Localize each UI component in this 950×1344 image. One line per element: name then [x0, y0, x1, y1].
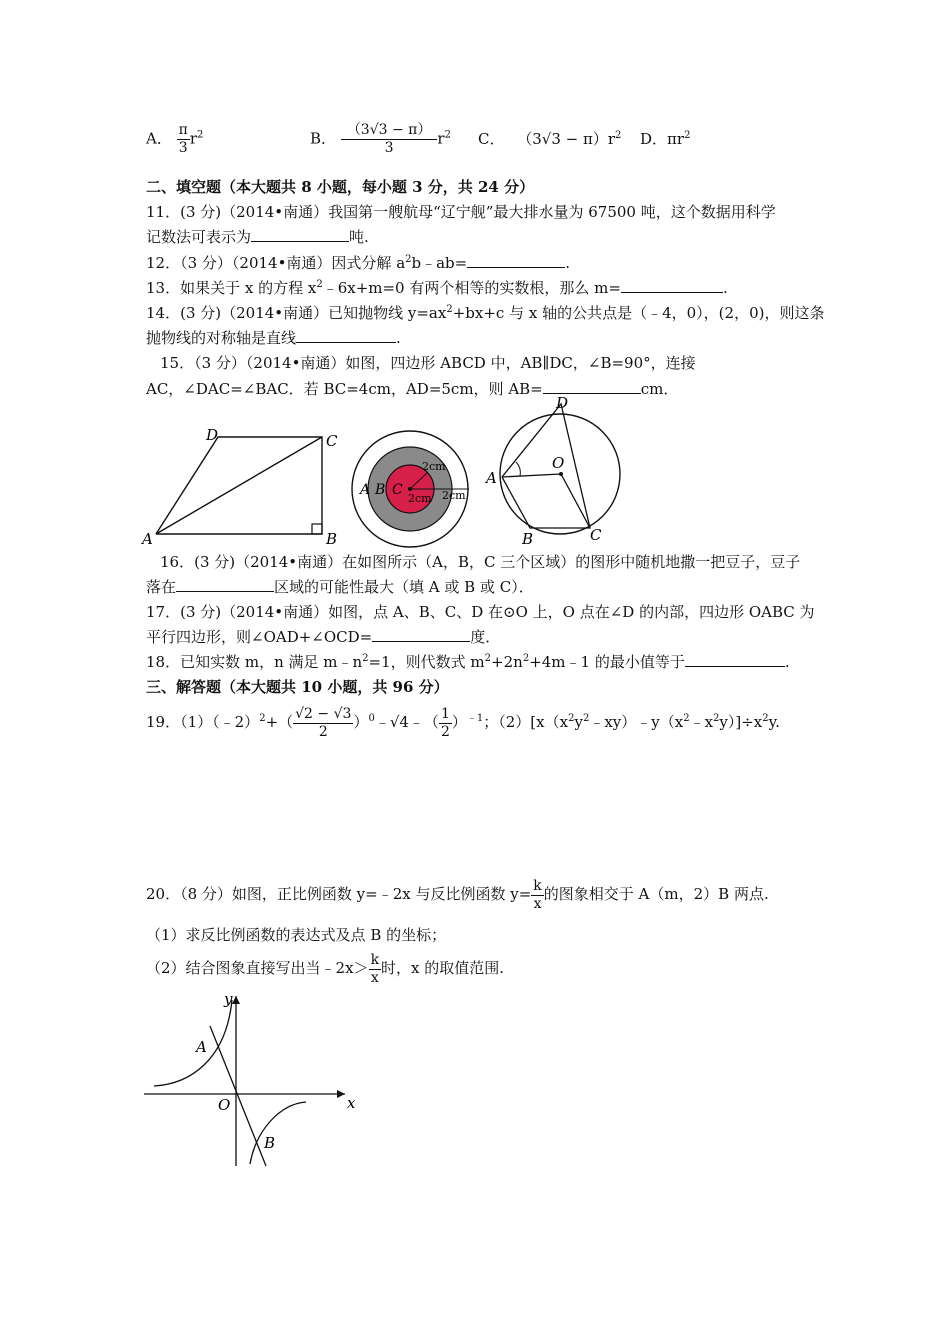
q17-line2: 平行四边形，则∠OAD+∠OCD= 度． [146, 628, 501, 646]
svg-text:2cm: 2cm [422, 460, 446, 473]
target-figure [350, 426, 475, 556]
q16-line2: 落在 区域的可能性最大（填 A 或 B 或 C）． [146, 578, 534, 596]
section3-title: 三、解答题（本大题共 10 小题，共 96 分） [146, 678, 449, 696]
q20-sub2: （2）结合图象直接写出当﹣2x＞ $\frac{k}{x}$ 时，x 的取值范围. [146, 951, 505, 986]
q14-line2: 抛物线的对称轴是直线 . [146, 329, 401, 347]
q11-answer-blank[interactable] [251, 227, 349, 242]
circle-figure [480, 392, 630, 552]
option-b-fraction: $\frac{(3√3 - \pi)}{3}$ [341, 122, 438, 157]
label-c: C [326, 432, 338, 450]
trapezoid-figure [140, 420, 350, 550]
q16-line1: 16．(3 分)（2014•南通）在如图所示（A，B，C 三个区域）的图形中随机地撒一把豆子，豆子 [160, 553, 801, 571]
q18-answer-blank[interactable] [685, 652, 785, 667]
q18: 18．已知实数 m，n 满足 $m﹣n^2=1$，则代数式 $m^2+2n^2+4m﹣1$ 的最小值等于 . [146, 653, 790, 671]
svg-text:B: B [264, 1134, 276, 1152]
q20-line1: 20．（8 分）如图，正比例函数 y=﹣2x 与反比例函数 y= $\frac{k}{x}$ 的图象相交于 A（m，2）B 两点. [146, 877, 769, 912]
option-a: A． $\frac{\pi}{3}$ $r^2$ [146, 122, 204, 156]
q13: 13．如果关于 x 的方程 $x^2﹣6x+m=0$ 有两个相等的实数根，那么 m= . [146, 279, 728, 297]
q12: 12．（3 分）（2014•南通）因式分解 $a^2b﹣ab=$ . [146, 254, 571, 272]
label-d: D [206, 426, 219, 444]
q15-line2: AC，∠DAC=∠BAC．若 BC=4cm，AD=5cm，则 AB= cm． [146, 380, 679, 398]
option-b-label: B． [310, 129, 337, 148]
hyperbola-branch-upper [154, 1000, 232, 1086]
option-c: C． $(3√3 - \pi)r^2$ [478, 130, 622, 148]
svg-text:B: B [522, 530, 534, 548]
svg-text:y: y [224, 990, 233, 1008]
function-graph [140, 990, 360, 1170]
svg-text:A: A [196, 1038, 207, 1056]
q19: 19．（1）（﹣2）$^2$+（ $\frac{√2 - √3}{2}$ ）$^0$﹣√4﹣（ $\frac{1}{2}$ ）$^{﹣1}$；$(2)[x(x^2y^2﹣xy)﹣y(x^2﹣x^2y)]\div x^2y$. [146, 705, 780, 740]
svg-text:2cm: 2cm [442, 489, 466, 502]
region-a-label: A [360, 482, 371, 498]
q17-line1: 17．(3 分)（2014•南通）如图，点 A、B、C、D 在⊙O 上，O 点在∠D 的内部，四边形 OABC 为 [146, 603, 815, 621]
option-a-label: A． [146, 129, 172, 148]
q15-line1: 15．（3 分）（2014•南通）如图，四边形 ABCD 中，AB∥DC，∠B=90°，连接 [160, 354, 696, 372]
q14-line1: 14．(3 分)（2014•南通）已知抛物线 $y=ax^2+bx+c$ 与 x 轴的公共点是（﹣4，0），(2，0)，则这条 [146, 304, 825, 322]
q17-answer-blank[interactable] [372, 627, 470, 642]
svg-text:D: D [556, 394, 569, 412]
right-angle-mark [312, 524, 322, 534]
q13-answer-blank[interactable] [621, 278, 723, 293]
region-b-label: B [375, 482, 386, 498]
svg-text:2cm: 2cm [408, 492, 432, 505]
quadrilateral-abcd [502, 404, 590, 528]
svg-text:A: A [486, 469, 497, 487]
section2-title: 二、填空题（本大题共 8 小题，每小题 3 分，共 24 分） [146, 178, 535, 196]
svg-text:x: x [347, 1094, 356, 1112]
q11-line1: 11．(3 分)（2014•南通）我国第一艘航母“辽宁舰”最大排水量为 67500 吨，这个数据用科学 [146, 203, 776, 221]
svg-text:O: O [218, 1096, 231, 1114]
q16-answer-blank[interactable] [176, 577, 274, 592]
q12-answer-blank[interactable] [467, 253, 565, 268]
option-b: B． $\frac{(3√3 - \pi)}{3}$ $r^2$ [310, 122, 451, 156]
q14-answer-blank[interactable] [296, 328, 396, 343]
label-b: B [326, 530, 338, 548]
q11-line2: 记数法可表示为 吨. [146, 228, 369, 246]
option-d: D．$\pi r^2$ [640, 130, 691, 148]
svg-text:O: O [552, 454, 565, 472]
q20-sub1: （1）求反比例函数的表达式及点 B 的坐标； [146, 926, 447, 944]
region-c-label: C [392, 482, 403, 498]
label-a: A [142, 530, 153, 548]
hyperbola-branch-lower [250, 1102, 306, 1164]
svg-text:C: C [590, 526, 602, 544]
option-a-fraction: $\frac{\pi}{3}$ [178, 122, 188, 156]
diagonal-ac [156, 437, 322, 534]
